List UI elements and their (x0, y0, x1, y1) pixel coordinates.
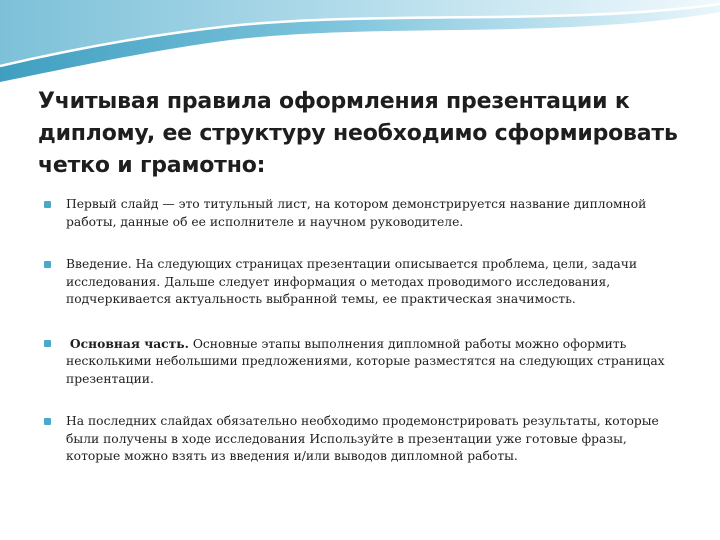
bullet-item (44, 256, 684, 309)
bullet-list (44, 196, 684, 466)
bullet-text: Основные этапы выполнения дипломной работы можно оформить несколькими небольшими предложениями, которые разместятся на следующих страницах презентации. (66, 336, 665, 386)
bullet-lead: Основная часть. (69, 335, 189, 351)
bullet-marker-icon (44, 418, 51, 425)
header-wave-decoration (0, 0, 720, 90)
bullet-marker-icon (44, 201, 51, 208)
bullet-marker-icon (44, 340, 51, 347)
bullet-text: На последних слайдах обязательно необходимо продемонстрировать результаты, которые были получены в ходе исследования Используйте в презентации уже готовые фразы, которые можно взять из введения и/или выводов дипломной работы. (66, 414, 659, 463)
bullet-text: Первый слайд — это титульный лист, на котором демонстрируется название дипломной работы, данные об ее исполнителе и научном руководителе. (66, 197, 647, 229)
bullet-item (44, 413, 684, 466)
slide-title: Учитывая правила оформления презентации к дипломy, ее структуру необходимо сформировать четко и грамотно: (38, 89, 678, 178)
bullet-marker-icon (44, 261, 51, 268)
bullet-item (44, 196, 684, 231)
bullet-item (44, 335, 684, 389)
bullet-text: Введение. На следующих страницах презентации описывается проблема, цели, задачи исследования. Дальше следует информация о методах проводимого исследования, подчеркивается актуальность выбранной темы, ее практическая значимость. (66, 257, 638, 306)
